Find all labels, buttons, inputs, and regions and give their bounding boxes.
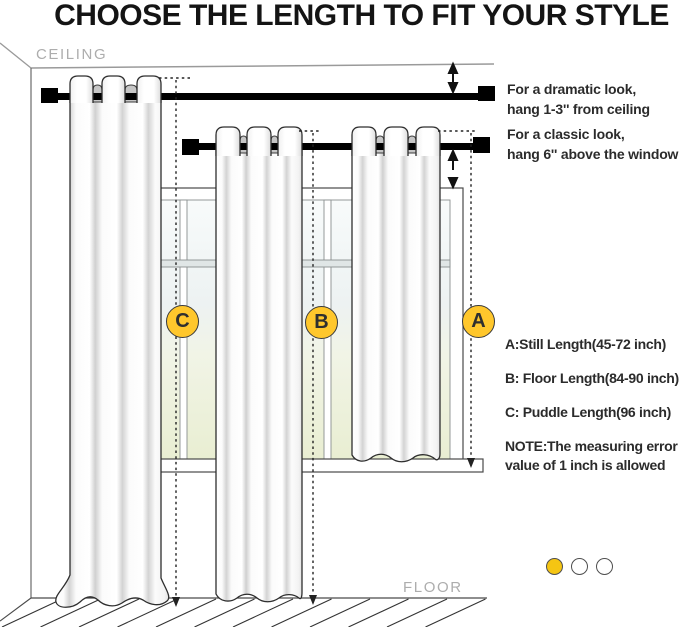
dramatic-look-line1: For a dramatic look, xyxy=(507,81,637,97)
classic-look-tip xyxy=(507,125,678,164)
curtain-floor-length-body xyxy=(216,148,302,602)
floor-label: FLOOR xyxy=(403,579,463,596)
length-legend-b: B: Floor Length(84-90 inch) xyxy=(505,370,679,386)
badge-floor-length: B xyxy=(305,306,338,339)
ceiling-gap-arrow xyxy=(449,64,457,92)
classic-look-line1: For a classic look, xyxy=(507,126,625,142)
length-legend-c: C: Puddle Length(96 inch) xyxy=(505,404,671,420)
window-gap-arrow xyxy=(449,151,457,187)
measuring-note-line1: NOTE:The measuring error xyxy=(505,438,678,454)
rod-finial xyxy=(182,139,199,155)
classic-look-line2: hang 6'' above the window xyxy=(507,145,679,162)
measuring-note xyxy=(505,437,678,475)
badge-still-length: A xyxy=(462,305,495,338)
rod-finial xyxy=(473,137,490,153)
length-legend-a: A:Still Length(45-72 inch) xyxy=(505,336,666,352)
pagination-dot-2[interactable] xyxy=(571,558,588,575)
curtain-sill-length-body xyxy=(352,148,440,462)
page-title: CHOOSE THE LENGTH TO FIT YOUR STYLE xyxy=(54,0,669,32)
measure-arrowhead-c xyxy=(172,597,180,607)
ceiling-line xyxy=(31,64,494,68)
ceiling-label: CEILING xyxy=(36,46,108,63)
dramatic-look-line2: hang 1-3'' from ceiling xyxy=(507,100,650,117)
pagination-dot-3[interactable] xyxy=(596,558,613,575)
measure-arrowhead-b xyxy=(309,595,317,605)
badge-puddle-length: C xyxy=(166,305,199,338)
window-sill xyxy=(146,459,483,472)
rod-finial xyxy=(478,86,495,101)
pagination-dot-active[interactable] xyxy=(546,558,563,575)
dramatic-look-tip xyxy=(507,80,650,119)
rod-finial xyxy=(41,88,58,103)
curtain-puddle-length-body xyxy=(56,97,169,607)
measuring-note-line2: value of 1 inch is allowed xyxy=(505,457,666,473)
